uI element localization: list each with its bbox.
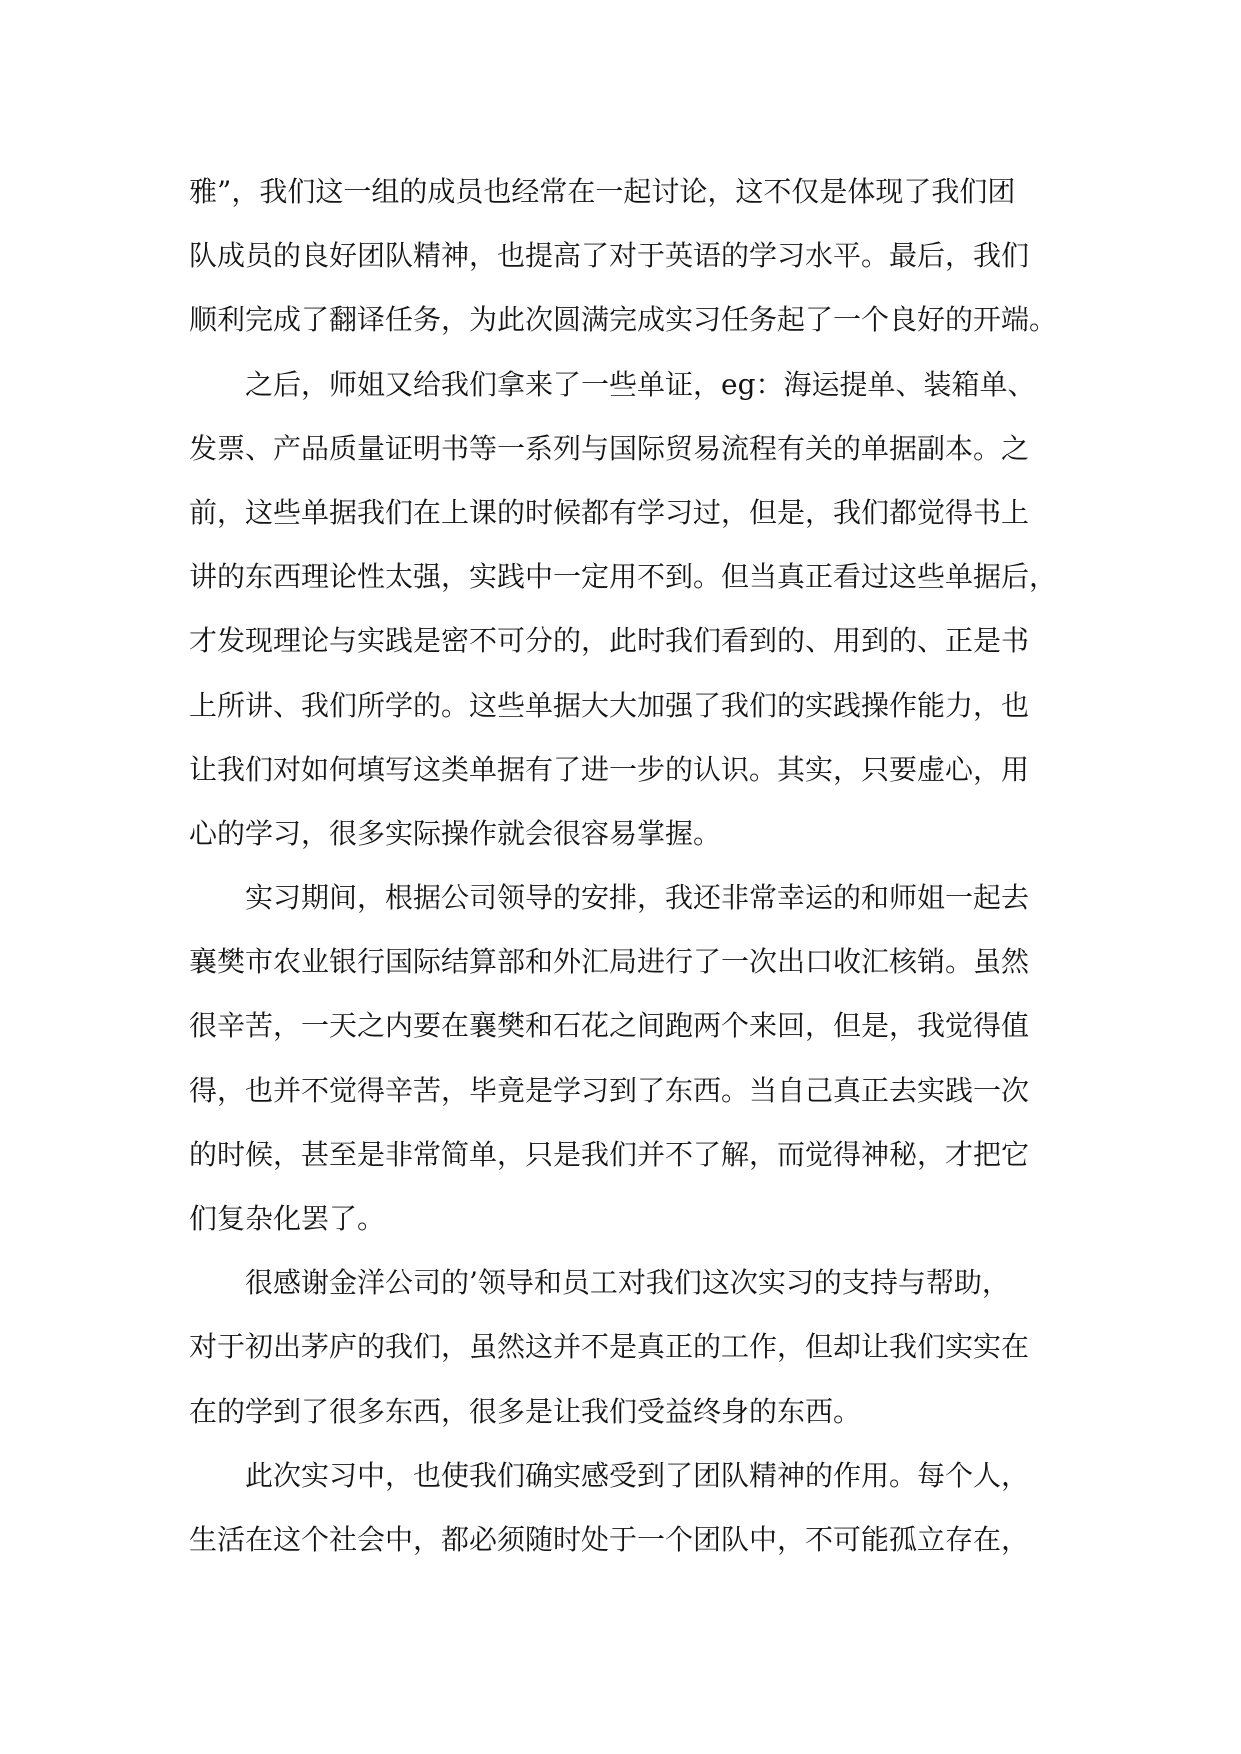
text-line: 发票、产品质量证明书等一系列与国际贸易流程有关的单据副本。之 [189,431,1030,465]
text-line: 很辛苦，一天之内要在襄樊和石花之间跑两个来回，但是，我觉得值 [189,1009,1030,1043]
text-line: 对于初出茅庐的我们，虽然这并不是真正的工作，但却让我们实实在 [189,1330,1030,1364]
text-line: 讲的东西理论性太强，实践中一定用不到。但当真正看过这些单据后， [189,560,1058,594]
text-line: 前，这些单据我们在上课的时候都有学习过，但是，我们都觉得书上 [189,495,1030,529]
text-line: 才发现理论与实践是密不可分的，此时我们看到的、用到的、正是书 [189,624,1030,658]
text-line: 雅”，我们这一组的成员也经常在一起讨论，这不仅是体现了我们团 [189,175,1016,208]
text-line: 之后，师姐又给我们拿来了一些单证，eg：海运提单、装箱单、 [189,367,1036,401]
text-line: 上所讲、我们所学的。这些单据大大加强了我们的实践操作能力，也 [189,688,1030,722]
text-line: 襄樊市农业银行国际结算部和外汇局进行了一次出口收汇核销。虽然 [189,945,1030,979]
text-line: 很感谢金洋公司的’领导和员工对我们这次实习的支持与帮助， [189,1266,1010,1300]
text-line: 在的学到了很多东西，很多是让我们受益终身的东西。 [189,1394,862,1428]
text-line: 的时候，甚至是非常简单，只是我们并不了解，而觉得神秘，才把它 [189,1137,1030,1171]
text-line: 得，也并不觉得辛苦，毕竟是学习到了东西。当自己真正去实践一次 [189,1073,1030,1107]
body-text [189,160,1061,1572]
text-line: 顺利完成了翻译任务，为此次圆满完成实习任务起了一个良好的开端。 [189,303,1058,337]
text-line: 心的学习，很多实际操作就会很容易掌握。 [189,816,722,850]
text-line: 生活在这个社会中，都必须随时处于一个团队中，不可能孤立存在， [189,1522,1030,1556]
text-line: 实习期间，根据公司领导的安排，我还非常幸运的和师姐一起去 [189,881,1030,915]
text-line: 让我们对如何填写这类单据有了进一步的认识。其实，只要虚心，用 [189,752,1030,786]
text-line: 们复杂化罢了。 [189,1202,386,1235]
text-line: 此次实习中，也使我们确实感受到了团队精神的作用。每个人， [189,1458,1030,1492]
text-line: 队成员的良好团队精神，也提高了对于英语的学习水平。最后，我们 [189,239,1030,273]
